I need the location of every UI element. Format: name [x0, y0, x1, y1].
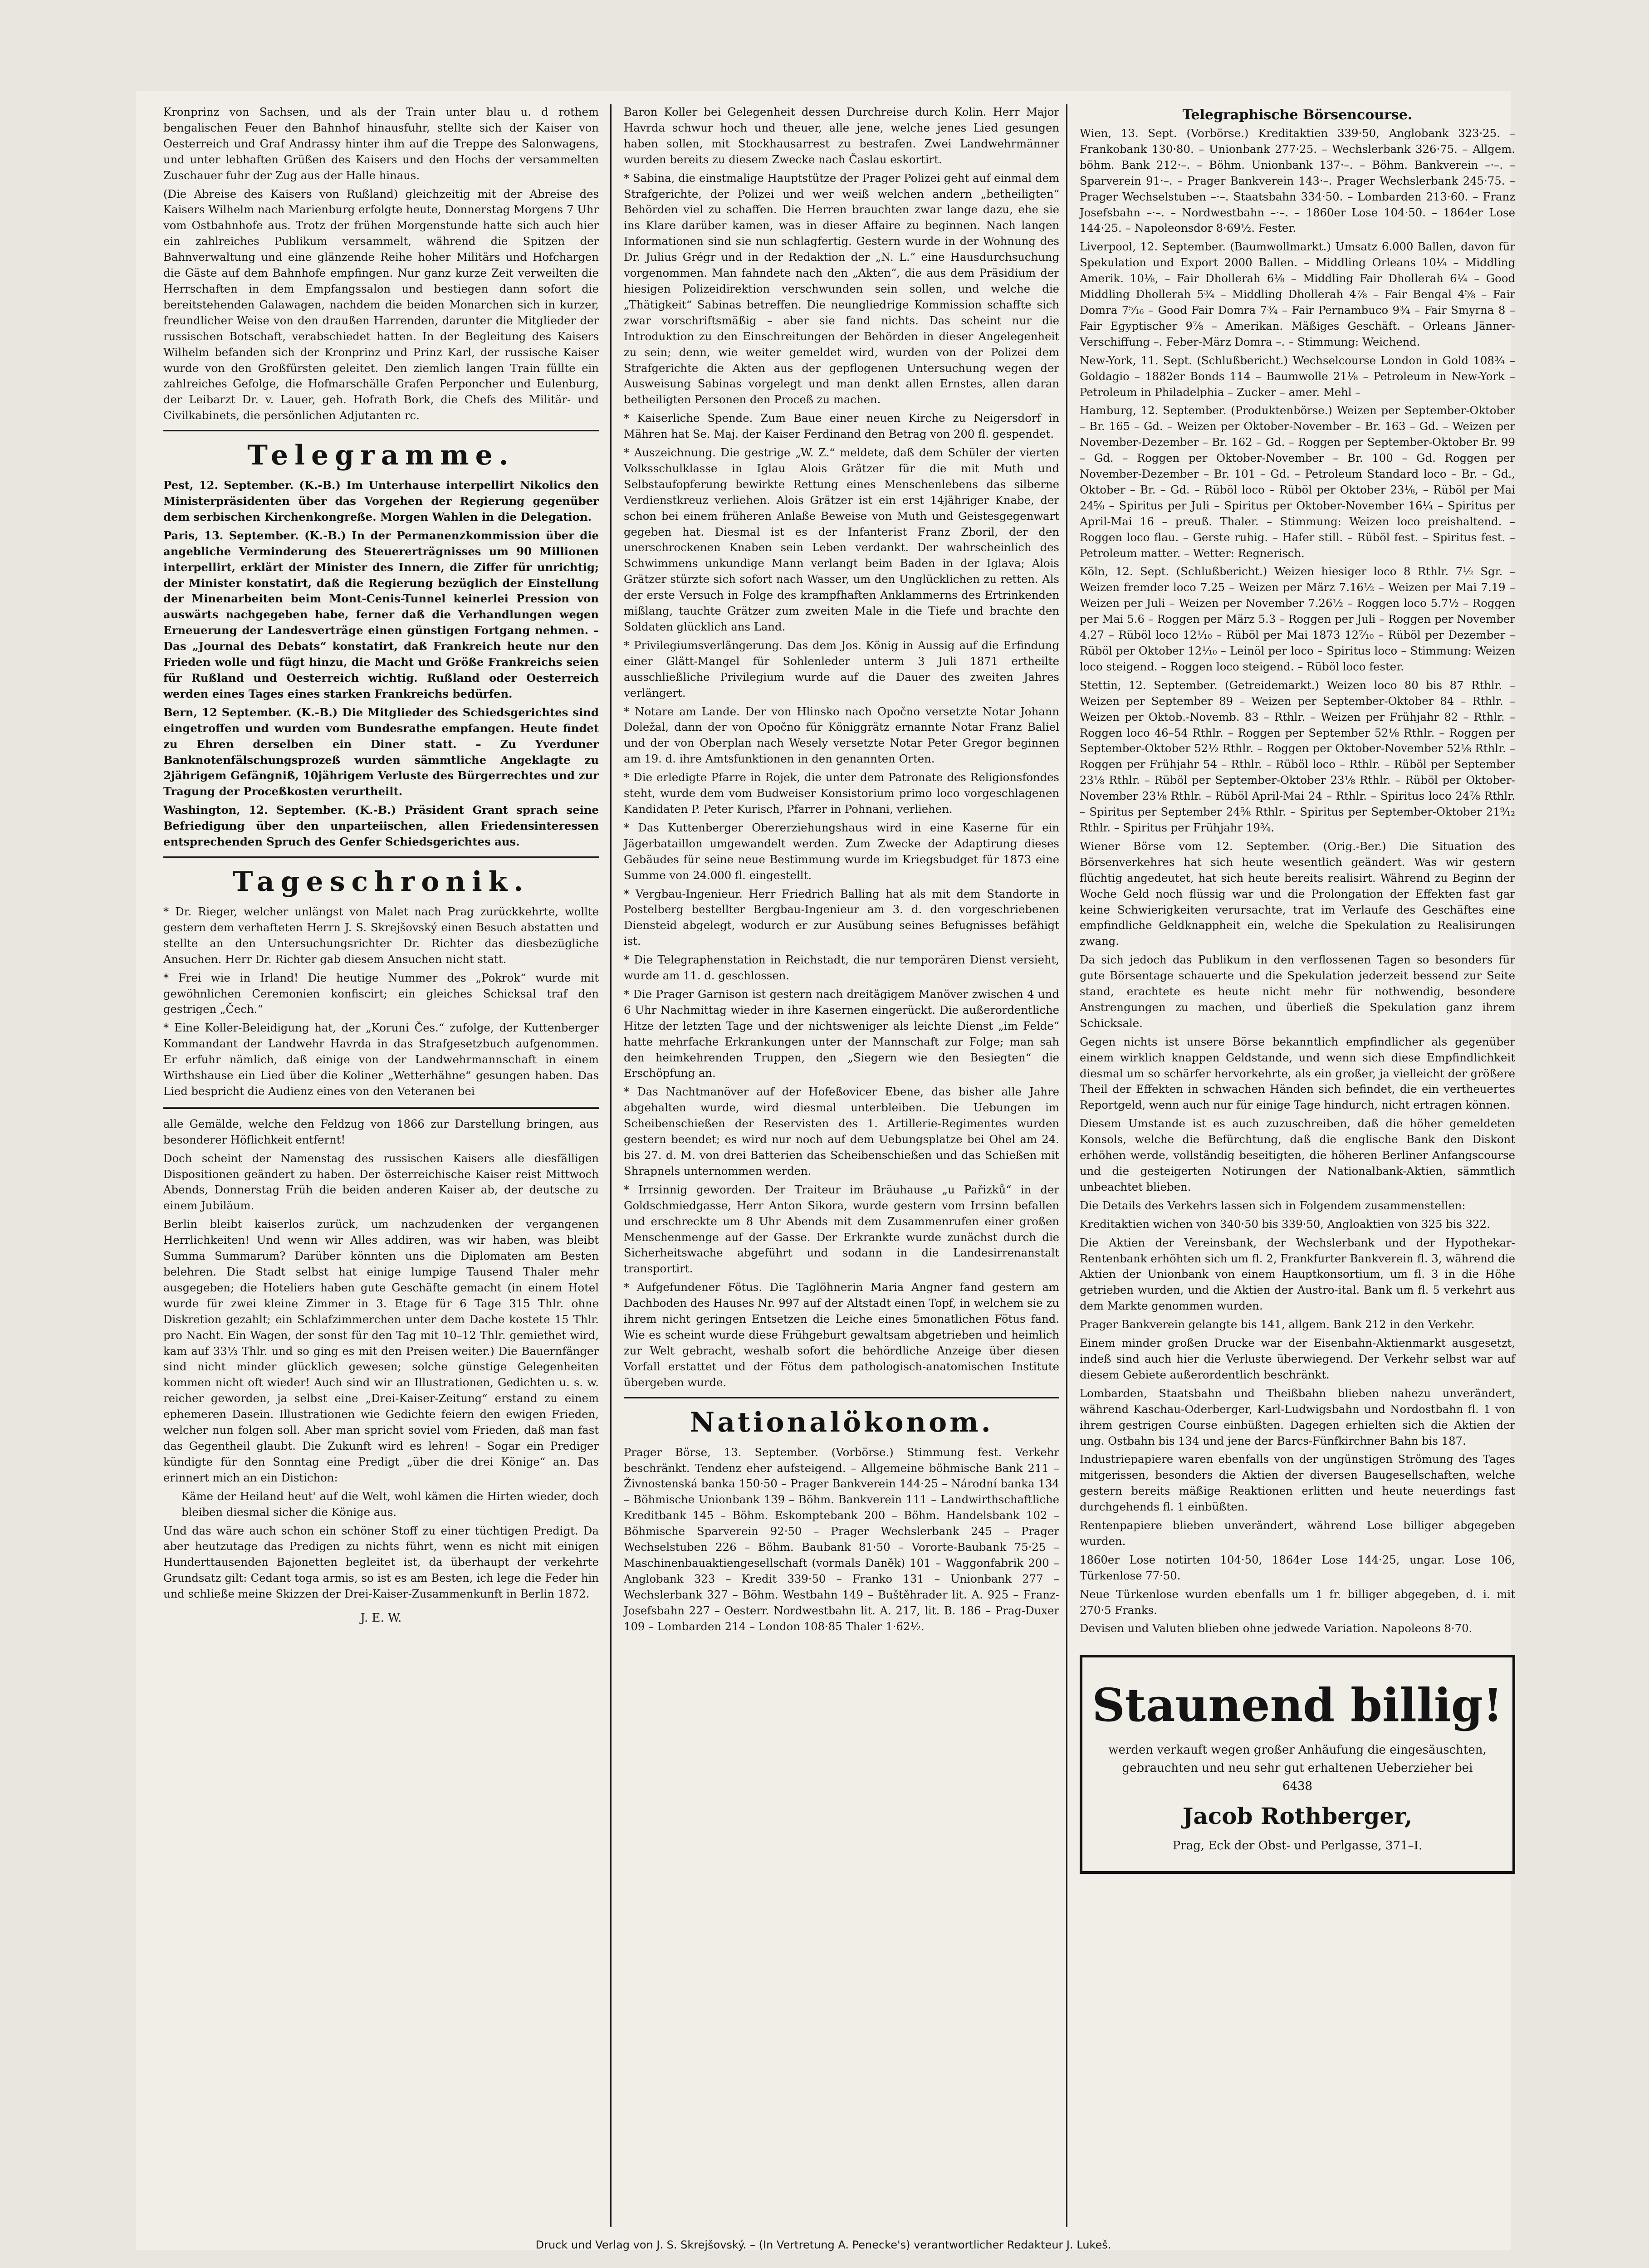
section-heading-tageschronik: Tageschronik. — [232, 865, 530, 898]
ad-text: werden verkauft wegen großer Anhäufung die eingesäuschten, gebrauchten und neu sehr gut erhaltenen Ueberzieher bei — [1108, 1743, 1487, 1775]
market-report: Gegen nichts ist unsere Börse bekanntlich empfindlicher als gegenüber einem wirklich knappen Geldstande, und wenn sich diese Empfindlichkeit diesmal um so schärfer hervorkehrte, als ein großer, ja vielleicht der größere Theil der Effekten in schwachen Händen sich befindet, die ein vertheuertes Reportgeld, wenn auch nur für einige Tage hindurch, nicht ertragen können. — [1080, 1035, 1515, 1112]
feuilleton-divider — [163, 1107, 599, 1109]
imprint-footer: Druck und Verlag von J. S. Skrejšovský. – (In Vertretung A. Penecke's) verantwortlicher Redakteur J. Lukeš. — [535, 2239, 1111, 2251]
telegram-item: Bern, 12 September. (K.-B.) Die Mitglieder des Schiedsgerichtes sind eingetroffen und wurden vom Bundesrathe empfangen. Heute findet zu Ehren derselben ein Diner statt. – Zu Yverduner Banknotenfälschungsprozeß wurden sämmtliche Angeklagte zu 2jährigem Gefängniß, 10jährigem Verluste des Bürgerrechtes und zur Tragung der Proceßkosten verurtheilt. — [163, 705, 599, 798]
news-item: * Aufgefundener Fötus. Die Taglöhnerin Maria Angner fand gestern am Dachboden des Hauses Nr. 997 auf der Altstadt einen Topf, in welchem sie zu ihrem nicht geringen Entsetzen die Leiche eines 5monatlichen Fötus fand. Wie es scheint wurde diese Frühgeburt gewaltsam abgetrieben und heimlich zur Welt gebracht, weshalb sofort die behördliche Anzeige über diesen Vorfall erstattet und der Fötus dem pathologisch-anatomischen Institute übergeben wurde. — [624, 1281, 1059, 1389]
news-item: Baron Koller bei Gelegenheit dessen Durchreise durch Kolin. Herr Major Havrda schwur hoch und theuer, alle jene, welche jenes Lied gesungen haben sollen, mit Stockhausarrest zu bestrafen. Zwei Landwehrmänner wurden bereits zu diesem Zwecke nach Časlau eskortirt. — [624, 105, 1059, 166]
market-report: Da sich jedoch das Publikum in den verflossenen Tagen so besonders für gute Börsentage schauerte und die Spekulation jederzeit bessend zur Seite stand, erachtete es heute nicht mehr für nothwendig, besondere Anstrengungen zu machen, und überließ die Spekulation ganz ihrem Schicksale. — [1080, 953, 1515, 1030]
feuilleton-paragraph: alle Gemälde, welche den Feldzug von 1866 zur Darstellung bringen, aus besonderer Höflichkeit entfernt! — [163, 1117, 599, 1146]
news-item: * Privilegiumsverlängerung. Das dem Jos. König in Aussig auf die Erfindung einer Glätt-Mangel für Sohlenleder unterm 3 Juli 1871 ertheilte ausschließliche Privilegium wurde auf die Dauer des zweiten Jahres verlängert. — [624, 638, 1059, 699]
news-item: * Vergbau-Ingenieur. Herr Friedrich Balling hat als mit dem Standorte in Postelberg bestellter Bergbau-Ingenieur am 3. d. den vorgeschriebenen Diensteid abgelegt, wodurch er zur Ausübung seines Befugnisses befähigt ist. — [624, 887, 1059, 948]
column-rule — [1066, 104, 1067, 2227]
news-item: * Das Kuttenberger Obererziehungshaus wird in eine Kaserne für ein Jägerbataillon umgewandelt werden. Zum Zwecke der Adaptirung dieses Gebäudes für seine neue Bestimmung wurde im Kriegsbudget für 1873 eine Summe von 24.000 fl. eingestellt. — [624, 821, 1059, 882]
market-report: Einem minder großen Drucke war der Eisenbahn-Aktienmarkt ausgesetzt, indeß sind auch hier die Verluste überwiegend. Der Verkehr selbst war auf diesem Gebiete außerordentlich beschränkt. — [1080, 1336, 1515, 1381]
market-report: Kreditaktien wichen von 340·50 bis 339·50, Angloaktien von 325 bis 322. — [1080, 1217, 1490, 1231]
section-heading-telegramme: Telegramme. — [247, 440, 515, 472]
telegram-item: Pest, 12. September. (K.-B.) Im Unterhause interpellirt Nikolics den Ministerpräsidenten über das Vorgehen der Regierung gegenüber dem serbischen Kirchenkongreße. Morgen Wahlen in die Delegation. — [163, 479, 599, 523]
market-report: Prager Bankverein gelangte bis 141, allgem. Bank 212 in den Verkehr. — [1080, 1318, 1475, 1331]
advertisement-box — [1080, 1655, 1515, 1874]
feuilleton-paragraph: Und das wäre auch schon ein schöner Stoff zu einer tüchtigen Predigt. Da aber heutzutage das Predigen zu nichts führt, wenn es nicht mit einigen Hunderttausenden Bajonetten begleitet ist, da überhaupt der verkehrte Grundsatz gilt: Cedant toga armis, so ist es am Besten, ich lege die Feder hin und schließe meine Skizzen der Drei-Kaiser-Zusammenkunft in Berlin 1872. — [163, 1524, 599, 1601]
section-heading-boersencourse: Telegraphische Börsencourse. — [1182, 107, 1413, 123]
news-item: * Kaiserliche Spende. Zum Baue einer neuen Kirche zu Neigersdorf in Mähren hat Se. Maj. der Kaiser Ferdinand den Betrag von 200 fl. gespendet. — [624, 411, 1059, 441]
feuilleton-paragraph: Doch scheint der Namenstag des russischen Kaisers alle diesfälligen Dispositionen geändert zu haben. Der österreichische Kaiser reist Mittwoch Abends, Donnerstag Früh die beiden anderen Kaiser ab, der deutsche zu einem Jubiläum. — [163, 1151, 599, 1212]
market-report: Wiener Börse vom 12. September. (Orig.-Ber.) Die Situation des Börsenverkehres hat sich heute wesentlich geändert. Was wir gestern flüchtig angedeutet, hat sich heute bereits realisirt. Während zu Beginn der Woche Geld noch flüssig war und die Prolongation der Effekten fast gar keine Schwierigkeiten verursachte, trat im Verlaufe des Geschäftes eine empfindliche Geldknappheit ein, welche die Spekulation zu Realisirungen zwang. — [1080, 839, 1515, 948]
news-item: * Frei wie in Irland! Die heutige Nummer des „Pokrok“ wurde mit gewöhnlichen Ceremonien konfiscirt; ein gleiches Schicksal traf den gestrigen „Čech.“ — [163, 971, 599, 1016]
market-report: Industriepapiere waren ebenfalls von der ungünstigen Strömung des Tages mitgerissen, besonders die Aktien der diversen Baugesellschaften, welche gestern bereits mäßige Reaktionen erlitten und heute neuerdings fast durchgehends fl. 1 einbüßten. — [1080, 1452, 1515, 1514]
newspaper-page — [136, 91, 1515, 2250]
divider — [163, 430, 599, 431]
news-item: * Die erledigte Pfarre in Rojek, die unter dem Patronate des Religionsfondes steht, wurde dem vom Budweiser Konsistorium primo loco vorgeschlagenen Kandidaten P. Peter Kurisch, Pfarrer in Pohnani, verliehen. — [624, 771, 1059, 816]
news-item: * Sabina, die einstmalige Hauptstütze der Prager Polizei geht auf einmal dem Strafgerichte, der Polizei und wer weiß welchen andern „betheiligten“ Behörden viel zu schaffen. Die Herren brauchten zwar lange dazu, ehe sie ins Klare darüber kamen, was in dieser Affaire zu beginnen. Nach langen Informationen sind sie nun schlagfertig. Gestern wurde in der Wohnung des Dr. Julius Grégr und in der Redaktion der „N. L.“ eine Hausdurchsuchung vorgenommen. Man fahndete nach den „Akten“, die aus dem Präsidium der hiesigen Polizeidirektion verschwunden sein sollen, und welche die „Thätigkeit“ Sabinas betreffen. Die neungliedrige Kommission schaffte sich zwar vorschriftsmäßig – aber sie fand nichts. Das scheint nur die Introduktion zu den Einschreitungen der Behörden in dieser Angelegenheit zu sein; denn, wie weiter gemeldet wird, wurden von der Polizei dem Strafgerichte die Akten aus der gepflogenen Untersuchung wegen der Ausweisung Sabinas vorgelegt und man denkt allen Ernstes, allen daran betheiligten Personen den Proceß zu machen. — [624, 171, 1059, 406]
market-report: New-York, 11. Sept. (Schlußbericht.) Wechselcourse London in Gold 108¾ – Goldagio – 1882er Bonds 114 – Baumwolle 21⅛ – Petroleum in New-York – Petroleum in Philadelphia – Zucker – amer. Mehl – — [1080, 353, 1515, 399]
news-item: * Dr. Rieger, welcher unlängst von Malet nach Prag zurückkehrte, wollte gestern dem verhafteten Herrn J. S. Skrejšovský einen Besuch abstatten und stellte an den Untersuchungsrichter Dr. Richter das diesbezügliche Ansuchen. Herr Dr. Richter gab diesem Ansuchen nicht statt. — [163, 904, 599, 966]
market-report: Neue Türkenlose wurden ebenfalls um 1 fr. billiger abgegeben, d. i. mit 270·5 Franks. — [1080, 1587, 1515, 1617]
market-report: Die Details des Verkehrs lassen sich in Folgendem zusammenstellen: — [1080, 1198, 1466, 1212]
market-report: Die Aktien der Vereinsbank, der Wechslerbank und der Hypothekar-Rentenbank erhöhten sich um fl. 2, Frankfurter Bankverein fl. 3, während die Aktien der Unionbank von einem Hauptkonsortium, um fl. 3 in die Höhe getrieben wurden, und die Aktien der Austro-ital. Bank um fl. 5 verkehrt aus dem Markte genommen wurden. — [1080, 1236, 1515, 1313]
market-report: Devisen und Valuten blieben ohne jedwede Variation. Napoleons 8·70. — [1080, 1622, 1473, 1635]
market-report: Hamburg, 12. September. (Produktenbörse.) Weizen per September-Oktober – Br. 165 – Gd. – Weizen per Oktober-November – Br. 163 – Gd. – Weizen per November-Dezember – Br. 162 – Gd. – Roggen per September-Oktober Br. 99 – Gd. – Roggen per Oktober-November – Br. 100 – Gd. Roggen per November-Dezember – Br. 101 – Gd. – Petroleum Standard loco – Br. – Gd., Oktober – Br. – Gd. – Rüböl loco – Rüböl per Oktober 23⅛, – Rüböl per Mai 24⅝ – Spiritus per Juli – Spiritus per Oktober-November 16¼ – Spiritus per April-Mai 16 – preuß. Thaler. – Stimmung: Weizen loco preishaltend. – Roggen loco flau. – Gerste ruhig. – Hafer still. – Rüböl fest. – Spiritus fest. – Petroleum matter. – Wetter: Regnerisch. — [1080, 404, 1515, 560]
market-report: Diesem Umstande ist es auch zuzuschreiben, daß die höher gemeldeten Konsols, welche die Befürchtung, daß die englische Bank den Diskont erhöhen werde, vollständig beseitigten, die höheren Berliner Anfangscourse und die gesteigerten Notirungen der Nationalbank-Aktien, sämmtlich unbeachtet blieben. — [1080, 1117, 1515, 1193]
telegram-item: Washington, 12. September. (K.-B.) Präsident Grant sprach seine Befriedigung über den unparteiischen, allen Friedensinteressen entsprechenden Spruch des Genfer Schiedsgerichtes aus. — [163, 803, 599, 849]
feuilleton-paragraph: Berlin bleibt kaiserlos zurück, um nachzudenken der vergangenen Herrlichkeiten! Und wenn wir Alles addiren, was wir haben, was bleibt Summa Summarum? Darüber könnten uns die Diplomaten am Besten belehren. Die Stadt selbst hat einige lumpige Tausend Thaler mehr ausgegeben; die Hoteliers haben gute Geschäfte gemacht (in einem Hotel wurde für zwei kleine Zimmer in 3. Etage für 6 Tage 315 Thlr. ohne Diskretion gezahlt; ein Schlafzimmerchen unter dem Dache kostete 15 Thlr. pro Nacht. Ein Wagen, der sonst für den Tag mit 10–12 Thlr. gemiethet wird, kam auf 33⅓ Thlr. und so ging es mit den Preisen weiter.) Die Bauernfänger sind nicht minder glücklich gewesen; solche günstige Gelegenheiten kommen nicht oft wieder! Auch sind wir an Illustrationen, Gedichten u. s. w. reicher geworden, ja selbst eine „Drei-Kaiser-Zeitung“ erstand zu einem ephemeren Dasein. Illustrationen wie Gedichte feiern den ewigen Frieden, welcher nun folgen soll. Aber man spricht soviel vom Frieden, daß man fast das Gegentheil glaubt. Die Zukunft wird es lehren! – Sogar ein Prediger kündigte für den Sonntag eine Predigt „über die drei Könige“ an. Das erinnert mich an ein Distichon: — [163, 1217, 599, 1484]
news-item: * Irrsinnig geworden. Der Traiteur im Bräuhause „u Pařizků“ in der Goldschmiedgasse, Herr Anton Sikora, wurde gestern vom Irrsinn befallen und erschreckte um 8 Uhr Abends mit dem Zusammenrufen einer großen Menschenmenge auf der Gasse. Der Erkrankte wurde zunächst durch die Sicherheitswache abgeführt und sodann in die Landesirrenanstalt transportirt. — [624, 1183, 1059, 1276]
column-right — [1080, 104, 1515, 1874]
market-report: Liverpool, 12. September. (Baumwollmarkt.) Umsatz 6.000 Ballen, davon für Spekulation und Export 2000 Ballen. – Middling Orleans 10¼ – Middling Amerik. 10⅛, – Fair Dhollerah 6⅛ – Middling Fair Dhollerah 6¼ – Good Middling Dhollerah 5¾ – Middling Dhollerah 4⅞ – Fair Bengal 4⅝ – Fair Domra 7⁵⁄₁₆ – Good Fair Domra 7¾ – Fair Pernambuco 9¾ – Fair Smyrna 8 – Fair Egyptischer 9⅞ – Amerikan. Mäßiges Geschäft. – Orleans Jänner-Verschiffung –. Feber-März Domra –. – Stimmung: Weichend. — [1080, 240, 1515, 348]
market-report: Stettin, 12. September. (Getreidemarkt.) Weizen loco 80 bis 87 Rthlr. – Weizen per September 89 – Weizen per September-Oktober 84 – Rthlr. – Weizen per Oktob.-Novemb. 83 – Rthlr. – Weizen per Frühjahr 82 – Rthlr. – Roggen loco 46–54 Rthlr. – Roggen per September 52⅛ Rthlr. – Roggen per September-Oktober 52½ Rthlr. – Roggen per Oktober-November 52⅛ Rthlr. – Roggen per Frühjahr 54 – Rthlr. – Rüböl loco – Rthlr. – Rüböl per September 23⅛ Rthlr. – Rüböl per September-Oktober 23⅛ Rthlr. – Rüböl per Oktober-November 23⅛ Rthlr. – Rüböl April-Mai 24 – Rthlr. – Spiritus loco 24⅞ Rthlr. – Spiritus per September 24⅝ Rthlr. – Spiritus per September-Oktober 21⁹⁄₁₂ Rthlr. – Spiritus per Frühjahr 19¾. — [1080, 678, 1515, 834]
market-report: Wien, 13. Sept. (Vorbörse.) Kreditaktien 339·50, Anglobank 323·25. – Frankobank 130·80. – Unionbank 277·25. – Wechslerbank 326·75. – Allgem. böhm. Bank 212·–. – Böhm. Unionbank 137·–. – Böhm. Bankverein –·–. – Sparverein 91·–. – Prager Bankverein 143·–. Prager Wechslerbank 245·75. – Prager Wechselstuben –·–. Staatsbahn 334·50. – Lombarden 213·60. – Franz Josefsbahn –·–. – Nordwestbahn –·–. – 1860er Lose 104·50. – 1864er Lose 144·25. – Napoleonsdor 8·69½. Fester. — [1080, 127, 1515, 235]
feuilleton-paragraph: Käme der Heiland heut' auf die Welt, wohl kämen die Hirten wieder, doch bleiben diesmal sicher die Könige aus. — [181, 1489, 599, 1519]
divider — [163, 856, 599, 858]
author-signature: J. E. W. — [360, 1611, 402, 1625]
column-middle — [624, 104, 1059, 1637]
text-paragraph: (Die Abreise des Kaisers von Rußland) gleichzeitig mit der Abreise des Kaisers Wilhelm nach Marienburg erfolgte heute, Donnerstag Morgens 7 Uhr vom Ostbahnhofe aus. Trotz der frühen Morgenstunde hatte sich auch hier ein zahlreiches Publikum versammelt, während die Spitzen der Bahnverwaltung und eine glänzende Reihe hoher Militärs und Hofchargen die Gäste auf dem Bahnhofe empfingen. Nur ganz kurze Zeit verweilten die Herrschaften in dem Empfangssalon und bestiegen dann sofort die bereitstehenden Galawagen, nachdem die beiden Monarchen sich in kurzer, freundlicher Weise von den draußen Harrenden, darunter die Mitglieder der russischen Botschaft, verabschiedet hatten. In der Begleitung des Kaisers Wilhelm befanden sich der Kronprinz und Prinz Karl, der russische Kaiser wurde von den Großfürsten geleitet. Den ziemlich langen Train füllte ein zahlreiches Gefolge, die Hofmarschälle Grafen Perponcher und Eulenburg, der Leibarzt Dr. v. Lauer, geh. Hofrath Bork, die Chefs des Militär- und Civilkabinets, die persönlichen Adjutanten rc. — [163, 187, 599, 422]
market-report: Lombarden, Staatsbahn und Theißbahn blieben nahezu unverändert, während Kaschau-Oderberger, Karl-Ludwigsbahn und Nordostbahn fl. 1 von ihrem gestrigen Course einbüßten. Dagegen erhielten sich die Aktien der ung. Ostbahn bis 134 und jene der Barcs-Fünfkirchner Bahn bis 187. — [1080, 1386, 1515, 1447]
column-left — [163, 104, 599, 1625]
divider — [624, 1397, 1059, 1398]
news-item: * Eine Koller-Beleidigung hat, der „Korunі Čes.“ zufolge, der Kuttenberger Kommandant der Landwehr Havrda in das Strafgesetzbuch aufgenommen. Er erfuhr nämlich, daß einige von der Landwehrmannschaft in einem Wirthshause ein Lied über die Koliner „Wetterhähne“ gesungen haben. Das Lied bespricht die Audienz eines von den Veteranen bei — [163, 1021, 599, 1098]
market-report: Köln, 12. Sept. (Schlußbericht.) Weizen hiesiger loco 8 Rthlr. 7½ Sgr. – Weizen fremder loco 7.25 – Weizen per März 7.16½ – Weizen per Mai 7.19 – Weizen per Juli – Weizen per November 7.26½ – Roggen loco 5.7½ – Roggen per Mai 5.6 – Roggen per März 5.3 – Roggen per Juli – Roggen per November 4.27 – Rüböl loco 12¹⁄₁₀ – Rüböl per Mai 1873 12⁷⁄₁₀ – Rüböl per Dezember – Rüböl per Oktober 12¹⁄₁₀ – Leinöl per loco – Spiritus loco – Stimmung: Weizen loco steigend. – Roggen loco steigend. – Rüböl loco fester. — [1080, 565, 1515, 673]
ad-address: Prag, Eck der Obst- und Perlgasse, 371–I. — [1172, 1839, 1423, 1853]
stock-report: Prager Börse, 13. September. (Vorbörse.) Stimmung fest. Verkehr beschränkt. Tendenz eher aufsteigend. – Allgemeine böhmische Bank 211 – Živnostenská banka 150·50 – Prager Bankverein 144·25 – Národní banka 134 – Böhmische Unionbank 139 – Böhm. Bankverein 111 – Landwirthschaftliche Kreditbank 145 – Böhm. Eskomptebank 200 – Böhm. Handelsbank 102 – Böhmische Sparverein 92·50 – Prager Wechslerbank 245 – Prager Wechselstuben 226 – Böhm. Baubank 81·50 – Vororte-Baubank 75·25 – Maschinenbauaktiengesellschaft (vormals Daněk) 101 – Waggonfabrik 200 – Anglobank 323 – Kredit 339·50 – Franko 131 – Unionbank 277 – Wechslerbank 327 – Böhm. Westbahn 149 – Buštěhrader lit. A. 925 – Franz-Josefsbahn 227 – Oesterr. Nordwestbahn lit. A. 217, lit. B. 186 – Prag-Duxer 109 – Lombarden 214 – London 108·85 Thaler 1·62½. — [624, 1445, 1059, 1633]
ad-headline: Staunend billig! — [1092, 1678, 1503, 1732]
section-heading-nationaloekonom: Nationalökonom. — [690, 1406, 993, 1438]
ad-merchant-name: Jacob Rothberger, — [1182, 1803, 1413, 1830]
column-rule — [610, 104, 612, 2227]
market-report: 1860er Lose notirten 104·50, 1864er Lose 144·25, ungar. Lose 106, Türkenlose 77·50. — [1080, 1553, 1515, 1582]
ad-number: 6438 — [1282, 1779, 1313, 1794]
market-report: Rentenpapiere blieben unverändert, während Lose billiger abgegeben wurden. — [1080, 1519, 1515, 1548]
telegram-item: Paris, 13. September. (K.-B.) In der Permanenzkommission über die angebliche Verminderung des Steuererträgnisses um 90 Millionen interpellirt, erklärt der Minister des Innern, die Ziffer für unrichtig; der Minister konstatirt, daß die Regierung bezüglich der Einstellung der Minenarbeiten beim Mont-Cenis-Tunnel keinerlei Pression von auswärts nachgegeben habe, ferner daß die Verhandlungen wegen Erneuerung der Landesverträge einen günstigen Fortgang nehmen. – Das „Journal des Debats“ konstatirt, daß Frankreich heute nur den Frieden wolle und fügt hinzu, die Macht und Größe Frankreichs seien für Rußland und Oesterreich wichtig. Rußland oder Oesterreich werden eines Tages eines starken Frankreichs bedürfen. — [163, 528, 599, 700]
news-item: * Die Prager Garnison ist gestern nach dreitägigem Manöver zwischen 4 und 6 Uhr Nachmittag wieder in ihre Kasernen eingerückt. Die außerordentliche Hitze der letzten Tage und der nichtsweniger als leichte Dienst „im Felde“ hatte mehrfache Erkrankungen unter der Mannschaft zur Folge; man sah den heimkehrenden Truppen, den „Siegern wie den Besiegten“ die Erschöpfung an. — [624, 987, 1059, 1080]
news-item: * Die Telegraphenstation in Reichstadt, die nur temporären Dienst versieht, wurde am 11. d. geschlossen. — [624, 953, 1059, 982]
news-item: * Auszeichnung. Die gestrige „W. Z.“ meldete, daß dem Schüler der vierten Volksschulklasse in Iglau Alois Grätzer für die mit Muth und Selbstaufopferung bewirkte Rettung eines Menschenlebens das silberne Verdienstkreuz verliehen. Alois Grätzer ist ein erst 14jähriger Knabe, der schon bei einem früheren Anlaße Beweise von Muth und Geistesgegenwart gegeben hat. Diesmal ist es der Infanterist Franz Zboril, der den unerschrockenen Knaben sein Leben verdankt. Der wahrscheinlich des Schwimmens unkundige Mann verlangt beim Baden in der Iglava; Alois Grätzer stürzte sich sofort nach Wasser, um den Unglücklichen zu retten. Als der erste Versuch in Folge des krampfhaften Anklammerns des Ertrinkenden mißlang, tauchte Grätzer zum zweiten Male in die Tiefe und brachte den Soldaten glücklich ans Land. — [624, 446, 1059, 633]
news-item: * Notare am Lande. Der von Hlinsko nach Opočno versetzte Notar Johann Doležal, dann der von Opočno für Königgrätz ernannte Notar Franz Baliel und der von Oberplan nach Wesely versetzte Notar Peter Gregor beginnen am 19. d. ihre Amtsfunktionen in den genannten Orten. — [624, 704, 1059, 766]
text-paragraph: Kronprinz von Sachsen, und als der Train unter blau u. d rothem bengalischen Feuer den Bahnhof hinausfuhr, stellte sich der Kaiser von Oesterreich und Graf Andrassy hinter ihm auf die Treppe des Salonwagens, und unter lebhaften Grüßen des Kaisers und den Hochs der versammelten Zuschauer fuhr der Zug aus der Halle hinaus. — [163, 105, 599, 182]
news-item: * Das Nachtmanöver auf der Hofeßovicer Ebene, das bisher alle Jahre abgehalten wurde, wird diesmal unterbleiben. Die Uebungen im Scheibenschießen der Reservisten des 1. Artillerie-Regimentes wurden gestern beendet; es wird nur noch auf dem Uebungsplatze bei Ohel am 24. bis 27. d. M. von drei Batterien das Scheibenschießen und das Schießen mit Shrapnels unternommen werden. — [624, 1085, 1059, 1178]
